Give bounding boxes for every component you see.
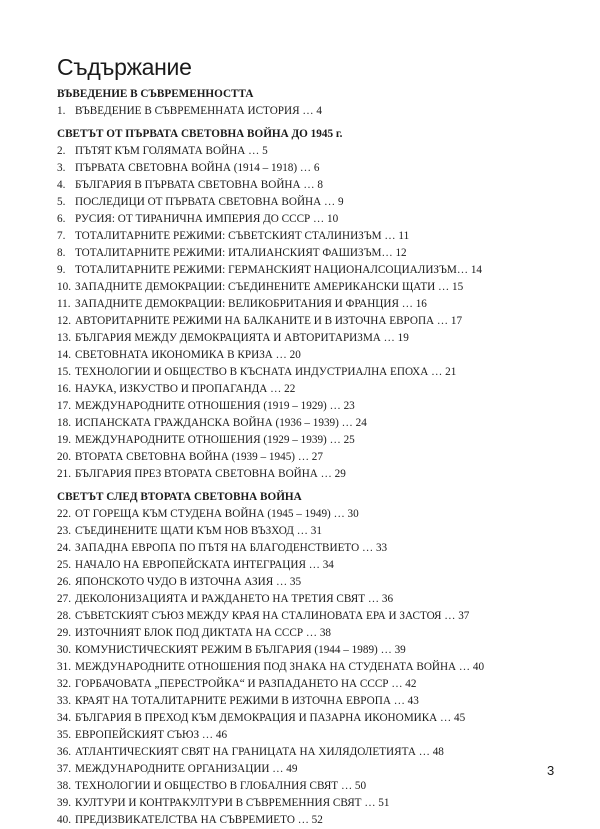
entry-number: 25. [57,559,71,571]
toc-entry [57,347,577,364]
toc-entry [57,506,577,523]
section-heading: СВЕТЪТ ОТ ПЪРВАТА СВЕТОВНА ВОЙНА ДО 1945 г. [57,128,343,140]
toc-entry [57,574,577,591]
toc-entry [57,143,577,160]
toc-entry [57,642,577,659]
entry-title: АВТОРИТАРНИТЕ РЕЖИМИ НА БАЛКАНИТЕ И В ИЗТОЧНА ЕВРОПА … 17 [75,315,463,327]
entry-title: ЯПОНСКОТО ЧУДО В ИЗТОЧНА АЗИЯ … 35 [75,576,302,588]
toc-entry [57,591,577,608]
toc-entry [57,727,577,744]
entry-title: РУСИЯ: ОТ ТИРАНИЧНА ИМПЕРИЯ ДО СССР … 10 [75,213,339,225]
entry-title: МЕЖДУНАРОДНИТЕ ОТНОШЕНИЯ (1919 – 1929) … 23 [75,400,355,412]
toc-section [57,86,577,120]
entry-number: 14. [57,349,71,361]
entry-number: 15. [57,366,71,378]
toc-entry [57,211,577,228]
entry-title: МЕЖДУНАРОДНИТЕ ОТНОШЕНИЯ (1929 – 1939) … 25 [75,434,355,446]
entry-number: 18. [57,417,71,429]
entry-number: 33. [57,695,71,707]
toc-entry [57,262,577,279]
entry-number: 6. [57,213,66,225]
toc-entry [57,778,577,795]
entry-title: БЪЛГАРИЯ В ПЪРВАТА СВЕТОВНА ВОЙНА … 8 [75,179,323,191]
toc-entry [57,103,577,120]
entry-title: КРАЯТ НА ТОТАЛИТАРНИТЕ РЕЖИМИ В ИЗТОЧНА ЕВРОПА … 43 [75,695,419,707]
entry-number: 24. [57,542,71,554]
toc-entry [57,523,577,540]
entry-number: 16. [57,383,71,395]
page-number: 3 [547,763,555,778]
entry-number: 13. [57,332,71,344]
entry-number: 32. [57,678,71,690]
toc-entry [57,625,577,642]
entry-title: МЕЖДУНАРОДНИТЕ ОТНОШЕНИЯ ПОД ЗНАКА НА СТУДЕНАТА ВОЙНА … 40 [75,661,485,673]
entry-title: ГОРБАЧОВАТА „ПЕРЕСТРОЙКА“ И РАЗПАДАНЕТО НА СССР … 42 [75,678,417,690]
toc-entry [57,194,577,211]
entry-title: ВЪВЕДЕНИЕ В СЪВРЕМЕННАТА ИСТОРИЯ … 4 [75,105,322,117]
entry-title: ЕВРОПЕЙСКИЯТ СЪЮЗ … 46 [75,729,228,741]
entry-number: 4. [57,179,66,191]
entry-title: БЪЛГАРИЯ МЕЖДУ ДЕМОКРАЦИЯТА И АВТОРИТАРИЗМА … 19 [75,332,409,344]
page-title: Съдържание [57,54,192,80]
entry-title: ИСПАНСКАТА ГРАЖДАНСКА ВОЙНА (1936 – 1939) … 24 [75,417,367,429]
entry-title: ВТОРАТА СВЕТОВНА ВОЙНА (1939 – 1945) … 27 [75,451,323,463]
entry-number: 1. [57,105,66,117]
entry-title: ИЗТОЧНИЯТ БЛОК ПОД ДИКТАТА НА СССР … 38 [75,627,332,639]
toc-entry [57,228,577,245]
entry-number: 11. [57,298,71,310]
toc-entry [57,364,577,381]
toc-entry [57,812,577,829]
entry-title: ЗАПАДНИТЕ ДЕМОКРАЦИИ: СЪЕДИНЕНИТЕ АМЕРИКАНСКИ ЩАТИ … 15 [75,281,464,293]
toc-entry [57,245,577,262]
entry-title: ПОСЛЕДИЦИ ОТ ПЪРВАТА СВЕТОВНА ВОЙНА … 9 [75,196,344,208]
entry-title: ПЪТЯТ КЪМ ГОЛЯМАТА ВОЙНА … 5 [75,145,268,157]
entry-number: 36. [57,746,71,758]
entry-number: 17. [57,400,71,412]
toc-entry [57,608,577,625]
toc-entry [57,693,577,710]
entry-number: 29. [57,627,71,639]
entry-number: 2. [57,145,66,157]
toc-entry [57,432,577,449]
entry-title: ПРЕДИЗВИКАТЕЛСТВА НА СЪВРЕМИЕТО … 52 [75,814,323,826]
entry-number: 27. [57,593,71,605]
entry-title: АТЛАНТИЧЕСКИЯТ СВЯТ НА ГРАНИЦАТА НА ХИЛЯДОЛЕТИЯТА … 48 [75,746,444,758]
entry-title: БЪЛГАРИЯ ПРЕЗ ВТОРАТА СВЕТОВНА ВОЙНА … 29 [75,468,346,480]
entry-title: ТОТАЛИТАРНИТЕ РЕЖИМИ: СЪВЕТСКИЯТ СТАЛИНИЗЪМ … 11 [75,230,410,242]
entry-title: СВЕТОВНАТА ИКОНОМИКА В КРИЗА … 20 [75,349,301,361]
entry-number: 40. [57,814,71,826]
entry-title: МЕЖДУНАРОДНИТЕ ОРГАНИЗАЦИИ … 49 [75,763,298,775]
entry-number: 39. [57,797,71,809]
toc-entry [57,160,577,177]
entry-number: 12. [57,315,71,327]
toc-entry [57,710,577,727]
entry-title: ТЕХНОЛОГИИ И ОБЩЕСТВО В ГЛОБАЛНИЯ СВЯТ … 50 [75,780,367,792]
entry-number: 35. [57,729,71,741]
toc-entry [57,466,577,483]
entry-number: 9. [57,264,66,276]
toc-entry [57,795,577,812]
entry-number: 8. [57,247,66,259]
toc-entry [57,659,577,676]
entry-number: 30. [57,644,71,656]
entry-number: 3. [57,162,66,174]
toc-entry [57,540,577,557]
toc-entry [57,296,577,313]
toc-entry [57,313,577,330]
toc-entry [57,415,577,432]
entry-number: 28. [57,610,71,622]
toc-entry [57,177,577,194]
section-heading: СВЕТЪТ СЛЕД ВТОРАТА СВЕТОВНА ВОЙНА [57,491,302,503]
entry-title: ЗАПАДНИТЕ ДЕМОКРАЦИИ: ВЕЛИКОБРИТАНИЯ И ФРАНЦИЯ … 16 [75,298,427,310]
entry-number: 34. [57,712,71,724]
entry-title: СЪВЕТСКИЯТ СЪЮЗ МЕЖДУ КРАЯ НА СТАЛИНОВАТА ЕРА И ЗАСТОЯ … 37 [75,610,470,622]
entry-number: 20. [57,451,71,463]
entry-title: КОМУНИСТИЧЕСКИЯТ РЕЖИМ В БЪЛГАРИЯ (1944 – 1989) … 39 [75,644,406,656]
entry-title: ОТ ГОРЕЩА КЪМ СТУДЕНА ВОЙНА (1945 – 1949) … 30 [75,508,359,520]
entry-number: 10. [57,281,71,293]
entry-title: БЪЛГАРИЯ В ПРЕХОД КЪМ ДЕМОКРАЦИЯ И ПАЗАРНА ИКОНОМИКА … 45 [75,712,466,724]
entry-title: КУЛТУРИ И КОНТРАКУЛТУРИ В СЪВРЕМЕННИЯ СВЯТ … 51 [75,797,390,809]
toc-section [57,489,577,829]
entry-number: 21. [57,468,71,480]
entry-number: 23. [57,525,71,537]
entry-number: 19. [57,434,71,446]
toc-entry [57,449,577,466]
toc-entry [57,557,577,574]
toc-entry [57,744,577,761]
entry-title: НАЧАЛО НА ЕВРОПЕЙСКАТА ИНТЕГРАЦИЯ … 34 [75,559,334,571]
toc-entry [57,676,577,693]
entry-title: ЗАПАДНА ЕВРОПА ПО ПЪТЯ НА БЛАГОДЕНСТВИЕТО … 33 [75,542,388,554]
entry-number: 22. [57,508,71,520]
entry-number: 31. [57,661,71,673]
entry-title: ТОТАЛИТАРНИТЕ РЕЖИМИ: ГЕРМАНСКИЯТ НАЦИОНАЛСОЦИАЛИЗЪМ… 14 [75,264,483,276]
toc-entry [57,330,577,347]
entry-title: ТОТАЛИТАРНИТЕ РЕЖИМИ: ИТАЛИАНСКИЯТ ФАШИЗЪМ… 12 [75,247,407,259]
toc-section [57,126,577,483]
toc-entry [57,279,577,296]
toc-entry [57,381,577,398]
entry-title: ПЪРВАТА СВЕТОВНА ВОЙНА (1914 – 1918) … 6 [75,162,320,174]
section-heading: ВЪВЕДЕНИЕ В СЪВРЕМЕННОСТТА [57,88,254,100]
entry-number: 7. [57,230,66,242]
entry-title: ДЕКОЛОНИЗАЦИЯТА И РАЖДАНЕТО НА ТРЕТИЯ СВЯТ … 36 [75,593,394,605]
entry-number: 26. [57,576,71,588]
entry-title: НАУКА, ИЗКУСТВО И ПРОПАГАНДА … 22 [75,383,296,395]
toc-entry [57,761,577,778]
entry-title: ТЕХНОЛОГИИ И ОБЩЕСТВО В КЪСНАТА ИНДУСТРИАЛНА ЕПОХА … 21 [75,366,457,378]
entry-number: 38. [57,780,71,792]
entry-number: 37. [57,763,71,775]
entry-title: СЪЕДИНЕНИТЕ ЩАТИ КЪМ НОВ ВЪЗХОД … 31 [75,525,322,537]
entry-number: 5. [57,196,66,208]
table-of-contents [57,86,577,829]
toc-entry [57,398,577,415]
